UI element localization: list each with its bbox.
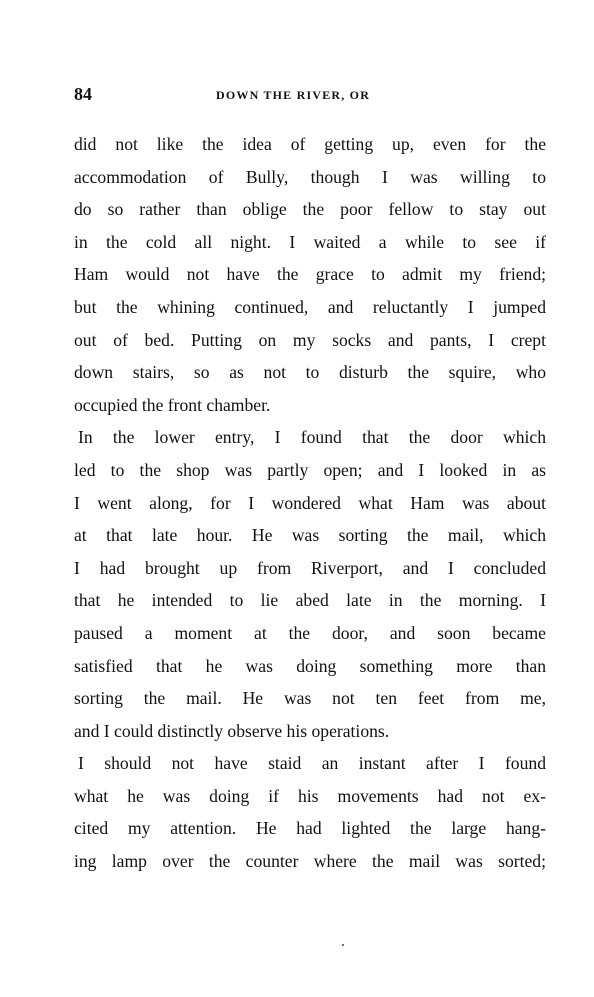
- page-number: 84: [74, 84, 92, 104]
- text-line: out of bed. Putting on my socks and pants, I crept: [74, 329, 546, 350]
- text-line: do so rather than oblige the poor fellow to stay out: [74, 199, 546, 220]
- text-line: I went along, for I wondered what Ham was about: [74, 492, 546, 513]
- running-title: DOWN THE RIVER, OR: [216, 88, 371, 102]
- text-line: In the lower entry, I found that the door which: [78, 427, 546, 448]
- text-line: led to the shop was partly open; and I looked in as: [74, 459, 546, 480]
- text-line: but the whining continued, and reluctantly I jumped: [74, 296, 546, 317]
- text-line: occupied the front chamber.: [74, 394, 271, 415]
- text-line: cited my attention. He had lighted the large hang-: [74, 818, 546, 839]
- text-line: that he intended to lie abed late in the morning. I: [74, 590, 546, 611]
- text-line: paused a moment at the door, and soon became: [74, 622, 546, 643]
- running-head: [74, 84, 546, 104]
- paragraph: [74, 421, 546, 747]
- paragraph: [74, 747, 546, 877]
- text-line: did not like the idea of getting up, even for the: [74, 134, 546, 154]
- ink-speck: [342, 944, 344, 946]
- text-line: down stairs, so as not to disturb the squire, who: [74, 362, 546, 383]
- text-line: accommodation of Bully, though I was willing to: [74, 166, 546, 187]
- text-line: ing lamp over the counter where the mail was sorted;: [74, 851, 546, 872]
- text-line: Ham would not have the grace to admit my friend;: [74, 264, 546, 285]
- text-line: in the cold all night. I waited a while to see if: [74, 231, 546, 252]
- text-line: satisfied that he was doing something more than: [74, 655, 546, 676]
- body-text: [74, 128, 546, 878]
- text-line: what he was doing if his movements had not ex-: [74, 785, 546, 806]
- text-line: I had brought up from Riverport, and I concluded: [74, 557, 546, 578]
- text-line: I should not have staid an instant after I found: [78, 753, 546, 774]
- text-line: and I could distinctly observe his operations.: [74, 720, 390, 741]
- text-line: at that late hour. He was sorting the mail, which: [74, 525, 546, 546]
- paragraph: [74, 128, 546, 421]
- text-line: sorting the mail. He was not ten feet from me,: [74, 688, 546, 709]
